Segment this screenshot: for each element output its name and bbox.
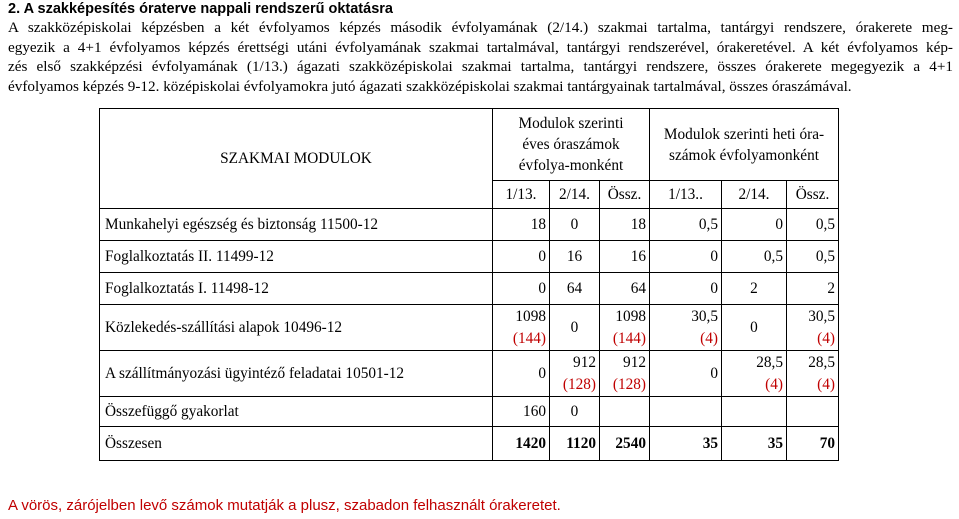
paragraph-line: évfolyamos képzés 9-12. középiskolai évfolyamokra jutó ágazati szakközépiskolai szakmai tantárgyainak tartalmával, összes óraszámával. (8, 77, 852, 95)
sub-header: 2/14. (722, 181, 787, 209)
cell (650, 305, 722, 351)
cell: 35 (722, 427, 787, 461)
cell-extra: (144) (512, 329, 546, 347)
cell-value: 1098 (515, 307, 546, 325)
cell: 0 (650, 241, 722, 273)
cell: 0 (493, 241, 550, 273)
sub-header: 1/13.. (650, 181, 722, 209)
intro-paragraph (8, 18, 953, 96)
header-modules: SZAKMAI MODULOK (100, 109, 493, 209)
cell-extra: (4) (700, 329, 718, 347)
table-row (100, 305, 839, 351)
cell: 0 (493, 351, 550, 397)
module-name: Összefüggő gyakorlat (100, 397, 493, 427)
cell (787, 351, 839, 397)
paragraph-line: egyezik a 4+1 évfolyamos képzés érettségi utáni évfolyamának szakmai tartalmával, tantárgyi rendszerével, órakeretével. A két évfolyamos kép- (8, 38, 953, 56)
hours-table (99, 108, 839, 461)
cell: 64 (550, 273, 600, 305)
cell-value: 912 (623, 353, 646, 371)
cell: 0 (493, 273, 550, 305)
cell (600, 351, 650, 397)
cell: 0,5 (650, 209, 722, 241)
cell: 18 (600, 209, 650, 241)
footnote: A vörös, zárójelben levő számok mutatják a plusz, szabadon felhasznált órakeretet. (8, 497, 561, 514)
cell-value: 30,5 (808, 307, 835, 325)
cell: 0,5 (787, 209, 839, 241)
sub-header: Össz. (787, 181, 839, 209)
cell: 0 (722, 209, 787, 241)
cell (600, 305, 650, 351)
paragraph-line: zés első szakképzési évfolyamának (1/13.) ágazati szakközépiskolai szakmai tartalma, tantárgyi rendszere, összes órakerete megegyezik a 4+1 (8, 58, 953, 76)
sub-header: 2/14. (550, 181, 600, 209)
cell-value: 28,5 (756, 353, 783, 371)
table-row (100, 351, 839, 397)
module-name: Közlekedés-szállítási alapok 10496-12 (100, 305, 493, 351)
cell: 0 (550, 397, 600, 427)
cell-extra: (4) (817, 375, 835, 393)
paragraph-line: A szakközépiskolai képzésben a két évfolyamos képzés második évfolyamának (2/14.) szakmai tartalma, tantárgyi rendszere, órakerete meg- (8, 19, 953, 36)
cell: 0 (722, 305, 787, 351)
cell: 18 (493, 209, 550, 241)
cell (600, 397, 650, 427)
cell-value: 28,5 (808, 353, 835, 371)
cell-extra: (128) (612, 375, 646, 393)
section-heading: 2. A szakképesítés óraterve nappali rendszerű oktatásra (8, 1, 393, 17)
cell-value: 912 (573, 353, 596, 371)
module-name: Munkahelyi egészség és biztonság 11500-12 (100, 209, 493, 241)
header-weekly: Modulok szerinti heti óra-számok évfolyamonként (650, 109, 839, 181)
cell-value: 1098 (615, 307, 646, 325)
module-name: Foglalkoztatás I. 11498-12 (100, 273, 493, 305)
cell (493, 305, 550, 351)
cell (787, 305, 839, 351)
cell: 16 (550, 241, 600, 273)
table-row (100, 397, 839, 427)
cell: 1120 (550, 427, 600, 461)
cell: 64 (600, 273, 650, 305)
cell: 0,5 (787, 241, 839, 273)
cell: 0 (650, 351, 722, 397)
header-annual: Modulok szerinti éves óraszámok évfolya-monként (493, 109, 650, 181)
cell (550, 351, 600, 397)
cell: 0 (550, 209, 600, 241)
cell: 2 (722, 273, 787, 305)
cell: 70 (787, 427, 839, 461)
module-name: Foglalkoztatás II. 11499-12 (100, 241, 493, 273)
module-name: Összesen (100, 427, 493, 461)
cell-extra: (128) (562, 375, 596, 393)
table-row (100, 209, 839, 241)
table-row-total (100, 427, 839, 461)
cell: 2 (787, 273, 839, 305)
cell: 0,5 (722, 241, 787, 273)
cell-value: 30,5 (691, 307, 718, 325)
cell: 16 (600, 241, 650, 273)
module-name: A szállítmányozási ügyintéző feladatai 10501-12 (100, 351, 493, 397)
table-row (100, 273, 839, 305)
cell: 0 (650, 273, 722, 305)
cell: 35 (650, 427, 722, 461)
sub-header: Össz. (600, 181, 650, 209)
cell (650, 397, 722, 427)
cell: 1420 (493, 427, 550, 461)
cell (722, 397, 787, 427)
cell (787, 397, 839, 427)
cell-extra: (144) (612, 329, 646, 347)
cell: 160 (493, 397, 550, 427)
cell-extra: (4) (765, 375, 783, 393)
cell: 0 (550, 305, 600, 351)
sub-header: 1/13. (493, 181, 550, 209)
table-row (100, 241, 839, 273)
cell-extra: (4) (817, 329, 835, 347)
cell: 2540 (600, 427, 650, 461)
cell (722, 351, 787, 397)
